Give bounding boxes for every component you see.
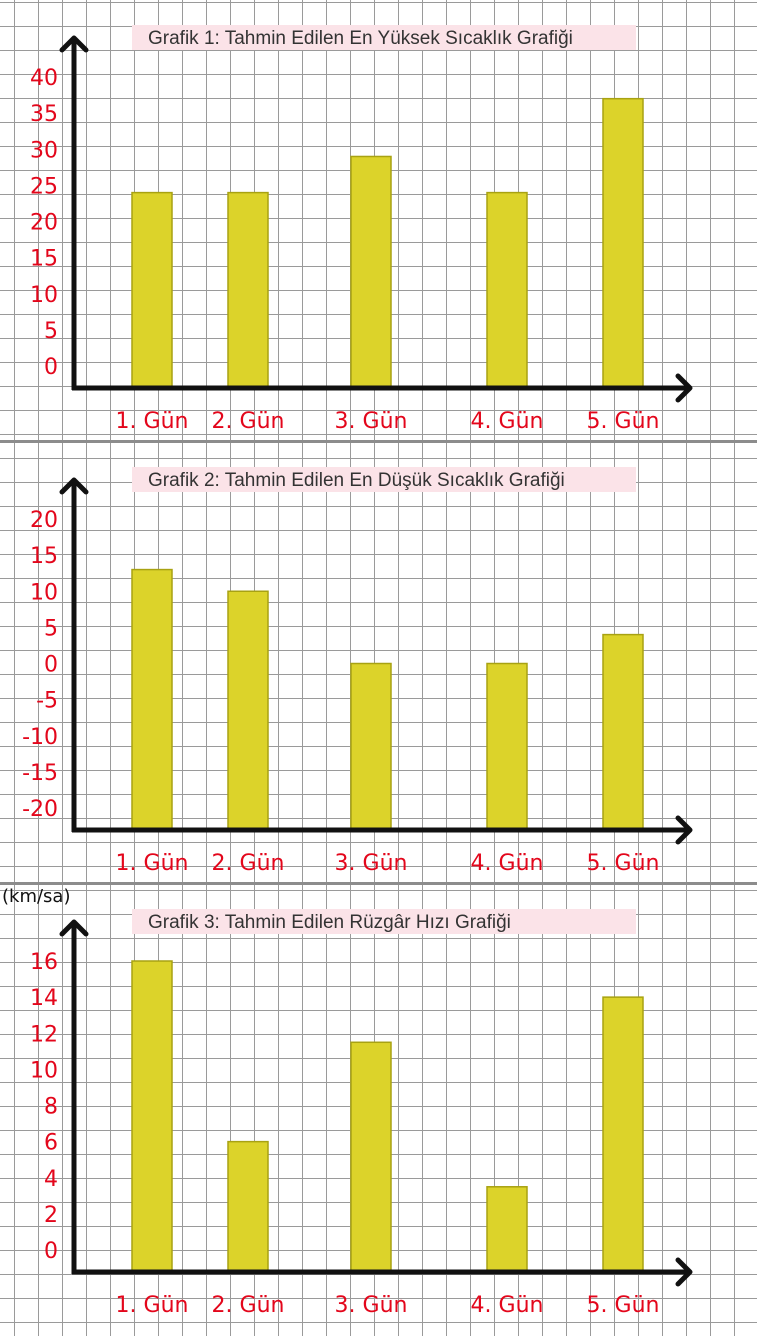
- y-tick-label: -10: [22, 724, 58, 750]
- x-category-label: 1. Gün: [115, 851, 189, 876]
- x-category-label: 3. Gün: [334, 851, 408, 876]
- bar-3: [351, 156, 391, 388]
- bar-1: [132, 961, 172, 1272]
- chart-title: Grafik 3: Tahmin Edilen Rüzgâr Hızı Grafiği: [148, 912, 511, 933]
- y-tick-label: 2: [44, 1202, 58, 1228]
- bar-5: [603, 635, 643, 830]
- x-category-label: 4. Gün: [470, 1293, 544, 1318]
- y-tick-label: 10: [30, 580, 58, 606]
- y-tick-label: 12: [30, 1022, 58, 1048]
- bar-4: [487, 193, 527, 388]
- y-tick-label: 8: [44, 1094, 58, 1120]
- x-category-label: 5. Gün: [586, 409, 660, 434]
- y-tick-label: -20: [22, 797, 58, 822]
- y-tick-label: 5: [44, 616, 58, 642]
- chart-panel-3: [0, 884, 757, 1326]
- y-tick-label: 20: [30, 508, 58, 533]
- chart-title: Grafik 2: Tahmin Edilen En Düşük Sıcaklık Grafiği: [148, 470, 565, 491]
- bar-3: [351, 664, 391, 831]
- y-tick-label: -5: [36, 688, 58, 714]
- y-tick-label: 10: [30, 1058, 58, 1084]
- y-tick-label: 10: [30, 282, 58, 308]
- x-category-label: 5. Gün: [586, 851, 660, 876]
- x-category-label: 1. Gün: [115, 409, 189, 434]
- y-tick-label: 15: [30, 544, 58, 570]
- chart-panel-1: [0, 0, 757, 442]
- y-tick-label: 25: [30, 174, 58, 200]
- bar-2: [228, 1142, 268, 1272]
- y-tick-label: 0: [44, 1239, 58, 1264]
- x-category-label: 5. Gün: [586, 1293, 660, 1318]
- y-tick-label: 15: [30, 246, 58, 272]
- bar-4: [487, 664, 527, 831]
- chart-svg: [0, 0, 757, 442]
- y-tick-label: 30: [30, 138, 58, 164]
- y-tick-label: 6: [44, 1130, 58, 1156]
- y-tick-label: 16: [30, 950, 58, 975]
- y-axis-unit-label: (km/sa): [2, 886, 71, 907]
- y-tick-label: 4: [44, 1166, 58, 1192]
- bar-2: [228, 591, 268, 830]
- bar-4: [487, 1187, 527, 1272]
- chart-panel-2: [0, 442, 757, 884]
- y-tick-label: 5: [44, 318, 58, 344]
- x-category-label: 4. Gün: [470, 409, 544, 434]
- bar-2: [228, 193, 268, 388]
- y-tick-label: 20: [30, 210, 58, 236]
- x-category-label: 2. Gün: [211, 851, 285, 876]
- bar-5: [603, 99, 643, 388]
- y-tick-label: 0: [44, 355, 58, 380]
- x-category-label: 2. Gün: [211, 409, 285, 434]
- bar-5: [603, 997, 643, 1272]
- x-category-label: 2. Gün: [211, 1293, 285, 1318]
- bar-1: [132, 570, 172, 830]
- x-category-label: 3. Gün: [334, 409, 408, 434]
- chart-title: Grafik 1: Tahmin Edilen En Yüksek Sıcaklık Grafiği: [148, 28, 573, 49]
- y-tick-label: 0: [44, 652, 58, 678]
- y-tick-label: 35: [30, 102, 58, 128]
- x-category-label: 4. Gün: [470, 851, 544, 876]
- y-tick-label: 40: [30, 66, 58, 91]
- chart-svg: [0, 884, 757, 1326]
- x-category-label: 1. Gün: [115, 1293, 189, 1318]
- bar-1: [132, 193, 172, 388]
- y-tick-label: 14: [30, 986, 58, 1012]
- x-category-label: 3. Gün: [334, 1293, 408, 1318]
- chart-svg: [0, 442, 757, 884]
- y-tick-label: -15: [22, 760, 58, 786]
- bar-3: [351, 1042, 391, 1272]
